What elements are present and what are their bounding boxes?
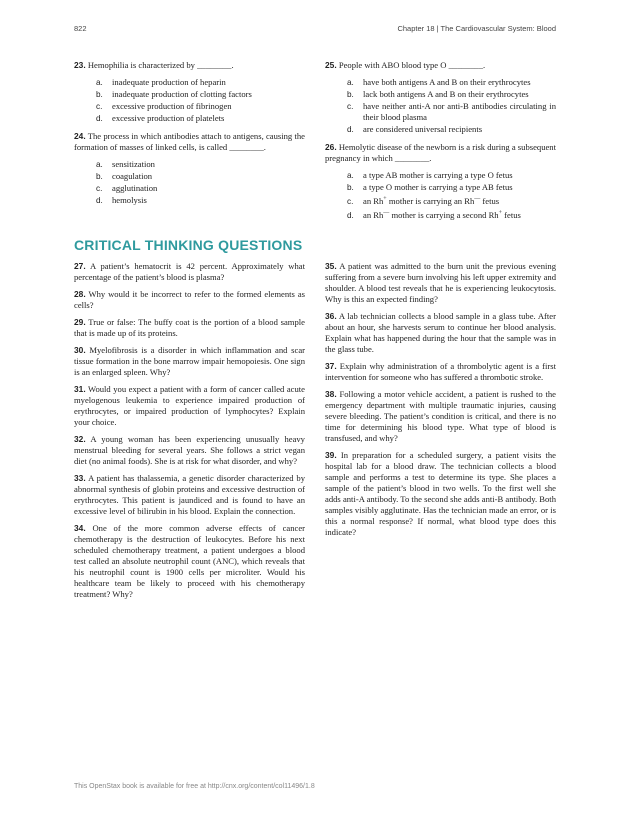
critical-column-left — [74, 261, 305, 606]
option: a. have both antigens A and B on their erythrocytes — [347, 77, 531, 87]
question-36: 36. A lab technician collects a blood sample in a glass tube. After about an hour, she harvests serum to continue her blood analysis. Explain what has happened during the hour that the sample was in the glass tube. — [325, 311, 556, 354]
option: c. excessive production of fibrinogen — [96, 101, 232, 111]
footer-license: This OpenStax book is available for free at http://cnx.org/content/col11496/1.8 — [74, 783, 315, 790]
options-24 — [74, 159, 305, 206]
question-24: 24. The process in which antibodies attach to antigens, causing the formation of masses of linked cells, is called ________. — [74, 131, 305, 152]
option: b. coagulation — [96, 171, 153, 181]
question-35: 35. A patient was admitted to the burn unit the previous evening suffering from a severe burn involving his left upper extremity and shoulder. A blood test reveals that he is experiencing leukocytosis. Why is this an expected finding? — [325, 261, 556, 304]
review-column-left — [74, 60, 305, 213]
option: a. a type AB mother is carrying a type O fetus — [347, 170, 513, 180]
chapter-header: Chapter 18 | The Cardiovascular System: Blood — [397, 24, 556, 33]
option: c. have neither anti-A nor anti-B antibodies circulating in their blood plasma — [347, 101, 556, 122]
question-25: 25. People with ABO blood type O ________. — [325, 60, 486, 70]
critical-column-right — [325, 261, 556, 544]
question-23: 23. Hemophilia is characterized by ________. — [74, 60, 234, 70]
options-26 — [325, 170, 556, 221]
option: b. lack both antigens A and B on their erythrocytes — [347, 89, 529, 99]
question-32: 32. A young woman has been experiencing unusually heavy menstrual bleeding for several years. She follows a strict vegan diet (no animal foods). She is at risk for what disorder, and why? — [74, 434, 305, 466]
option: a. sensitization — [96, 159, 155, 169]
option: d. excessive production of platelets — [96, 113, 225, 123]
option: b. inadequate production of clotting factors — [96, 89, 252, 99]
question-39: 39. In preparation for a scheduled surgery, a patient visits the hospital lab for a blood draw. The technician collects a blood sample and performs a test to determine its type. She places a sample of the patient’s blood in two wells. To the first well she adds anti-A antibody. To the second she adds anti-B antibody. Both samples visibly agglutinate. Has the technician made an error, or is this a normal response? If normal, what blood type does this indicate? — [325, 450, 556, 537]
option: d. are considered universal recipients — [347, 124, 483, 134]
question-29: 29. True or false: The buffy coat is the portion of a blood sample that is made up of its proteins. — [74, 317, 305, 338]
question-33: 33. A patient has thalassemia, a genetic disorder characterized by abnormal synthesis of globin proteins and excessive destruction of erythrocytes. This patient is jaundiced and is found to have an excessive level of bilirubin in his blood. Explain the connection. — [74, 473, 305, 516]
option: c. an Rh+ mother is carrying an Rh— fetus — [347, 196, 500, 206]
question-26: 26. Hemolytic disease of the newborn is a risk during a subsequent pregnancy in which ________. — [325, 142, 556, 163]
options-23 — [74, 77, 305, 124]
section-title: CRITICAL THINKING QUESTIONS — [74, 237, 303, 253]
question-37: 37. Explain why administration of a thrombolytic agent is a first intervention for someone who has suffered a thrombotic stroke. — [325, 361, 556, 382]
option: b. a type O mother is carrying a type AB fetus — [347, 182, 513, 192]
option: d. hemolysis — [96, 195, 147, 205]
option: a. inadequate production of heparin — [96, 77, 226, 87]
question-34: 34. One of the more common adverse effects of cancer chemotherapy is the destruction of leukocytes. Before his next scheduled chemotherapy treatment, a patient undergoes a blood test called an absolute neutrophil count (ANC), which reveals that his neutrophil count is 1900 cells per microliter. Would his healthcare team be likely to proceed with his chemotherapy treatment? Why? — [74, 523, 305, 599]
question-28: 28. Why would it be incorrect to refer to the formed elements as cells? — [74, 289, 305, 310]
option: c. agglutination — [96, 183, 158, 193]
question-31: 31. Would you expect a patient with a form of cancer called acute myelogenous leukemia to experience impaired production of erythrocytes, or impaired production of lymphocytes? Explain your choice. — [74, 384, 305, 427]
page-number: 822 — [74, 24, 87, 33]
question-27: 27. A patient’s hematocrit is 42 percent. Approximately what percentage of the patient’s blood is plasma? — [74, 261, 305, 282]
question-38: 38. Following a motor vehicle accident, a patient is rushed to the emergency department with multiple traumatic injuries, causing severe bleeding. The patient’s condition is critical, and there is no time for determining his blood type. What type of blood is transfused, and why? — [325, 389, 556, 443]
question-30: 30. Myelofibrosis is a disorder in which inflammation and scar tissue formation in the bone marrow impair hemopoiesis. One sign is an enlarged spleen. Why? — [74, 345, 305, 377]
review-column-right — [325, 60, 556, 228]
options-25 — [325, 77, 556, 135]
option: d. an Rh— mother is carrying a second Rh+ fetus — [347, 210, 521, 220]
